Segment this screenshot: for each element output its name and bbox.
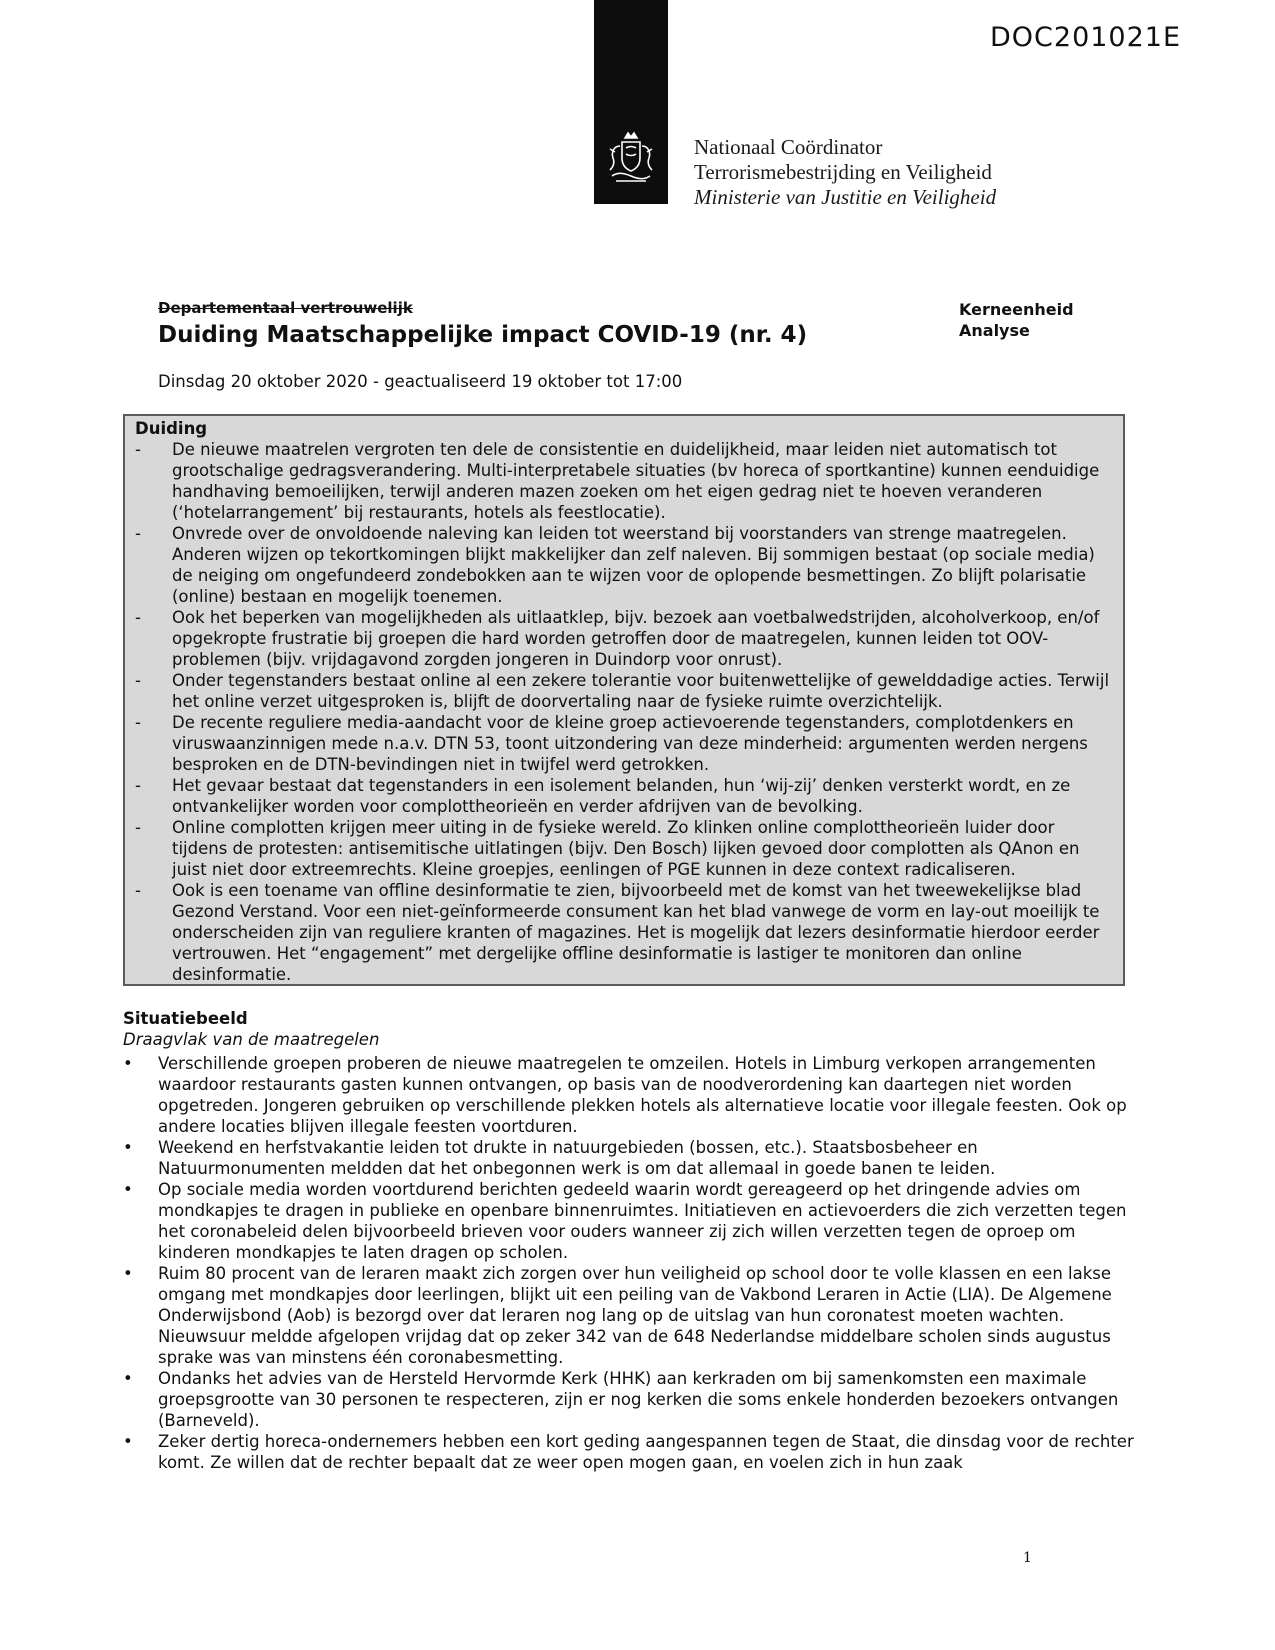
situatiebeeld-list [123,1053,1138,1473]
list-item-text: Online complotten krijgen meer uiting in de fysieke wereld. Zo klinken online complottheorieën luider door tijdens de protesten: antisemitische uitlatingen (bijv. Den Bosch) lijken gevoed door complotten als QAnon en juist niet door extreemrechts. Kleine groepjes, eenlingen of PGE kunnen in deze context radicaliseren. [172,818,1080,879]
list-item-text: De recente reguliere media-aandacht voor de kleine groep actievoerende tegenstanders, complotdenkers en viruswaanzinnigen mede n.a.v. DTN 53, toont uitzondering van deze minderheid: argumenten werden nergens besproken en de DTN-bevindingen niet in twijfel werd getrokken. [172,713,1088,774]
unit-line-1: Kerneenheid [959,300,1074,319]
logo-bar [594,0,668,204]
list-item-text: Verschillende groepen proberen de nieuwe maatregelen te omzeilen. Hotels in Limburg verkopen arrangementen waardoor restaurants gasten kunnen ontvangen, op basis van de noodverordening kan daartegen niet worden opgetreden. Jongeren gebruiken op verschillende plekken hotels als alternatieve locatie voor illegale feesten. Ook op andere locaties blijven illegale feesten voortduren. [158,1054,1127,1136]
org-line-1: Nationaal Coördinator [694,135,883,159]
org-line-2: Terrorismebestrijding en Veiligheid [694,160,992,184]
bullet-marker: • [123,1432,133,1451]
list-item-text: Ook het beperken van mogelijkheden als uitlaatklep, bijv. bezoek aan voetbalwedstrijden, alcoholverkoop, en/of opgekropte frustratie bij groepen die hard worden getroffen door de maatregelen, kunnen leiden tot OOV-problemen (bijv. vrijdagavond zorgden jongeren in Duindorp voor onrust). [172,608,1100,669]
list-item-text: Het gevaar bestaat dat tegenstanders in een isolement belanden, hun ‘wij-zij’ denken versterkt wordt, en ze ontvankelijker worden voor complottheorieën en verder afdrijven van de bevolking. [172,776,1071,816]
coat-of-arms-icon [606,130,656,186]
list-item [123,1053,1138,1137]
list-item [135,775,1113,817]
list-item-text: Onvrede over de onvoldoende naleving kan leiden tot weerstand bij voorstanders van strenge maatregelen. Anderen wijzen op tekortkomingen blijkt makkelijker dan zelf naleven. Bij sommigen bestaat (op sociale media) de neiging om ongefundeerd zondebokken aan te wijzen voor de oplopende besmettingen. Zo blijft polarisatie (online) bestaan en mogelijk toenemen. [172,524,1095,606]
list-item-text: Ondanks het advies van de Hersteld Hervormde Kerk (HHK) aan kerkraden om bij samenkomsten een maximale groepsgrootte van 30 personen te respecteren, zijn er nog kerken die soms enkele honderden bezoekers ontvangen (Barneveld). [158,1369,1119,1430]
unit-label [959,299,1119,341]
classification-label: Departementaal vertrouwelijk [158,299,413,317]
list-item [135,607,1113,670]
list-item [135,712,1113,775]
list-item-text: Weekend en herfstvakantie leiden tot drukte in natuurgebieden (bossen, etc.). Staatsbosbeheer en Natuurmonumenten meldden dat het onbegonnen werk is om dat allemaal in goede banen te leiden. [158,1138,996,1178]
dash-marker: - [135,671,141,690]
document-title: Duiding Maatschappelijke impact COVID-19 (nr. 4) [158,322,808,348]
dash-marker: - [135,881,141,900]
unit-line-2: Analyse [959,321,1030,340]
organisation-name [694,135,996,210]
dash-marker: - [135,818,141,837]
duiding-list [135,439,1113,985]
page-number: 1 [1023,1550,1032,1566]
date-line: Dinsdag 20 oktober 2020 - geactualiseerd 19 oktober tot 17:00 [158,372,683,391]
list-item [123,1368,1138,1431]
list-item-text: De nieuwe maatrelen vergroten ten dele de consistentie en duidelijkheid, maar leiden niet automatisch tot grootschalige gedragsverandering. Multi-interpretabele situaties (bv horeca of sportkantine) kunnen eenduidige handhaving bemoeilijken, terwijl anderen mazen zoeken om het eigen gedrag niet te hoeven veranderen (‘hotelarrangement’ bij restaurants, hotels als feestlocatie). [172,440,1100,522]
bullet-marker: • [123,1369,133,1388]
list-item-text: Ook is een toename van offline desinformatie te zien, bijvoorbeeld met de komst van het tweewekelijkse blad Gezond Verstand. Voor een niet-geïnformeerde consument kan het blad vanwege de vorm en lay-out moeilijk te onderscheiden zijn van reguliere kranten of magazines. Het is mogelijk dat lezers desinformatie hierdoor eerder vertrouwen. Het “engagement” met dergelijke offline desinformatie is lastiger te monitoren dan online desinformatie. [172,881,1100,984]
bullet-marker: • [123,1138,133,1157]
list-item-text: Onder tegenstanders bestaat online al een zekere tolerantie voor buitenwettelijke of gewelddadige acties. Terwijl het online verzet uitgesproken is, blijft de doorvertaling naar de fysieke ruimte overzichtelijk. [172,671,1110,711]
situatiebeeld-title: Situatiebeeld [123,1009,248,1028]
list-item [135,439,1113,523]
list-item-text: Op sociale media worden voortdurend berichten gedeeld waarin wordt gereageerd op het dringende advies om mondkapjes te dragen in publieke en openbare binnenruimtes. Initiatieven en actievoerders die zich verzetten tegen het coronabeleid delen bijvoorbeeld brieven voor ouders wanneer zij zich willen verzetten tegen de oproep om kinderen mondkapjes te laten dragen op scholen. [158,1180,1127,1262]
document-id: DOC201021E [990,22,1182,53]
bullet-marker: • [123,1180,133,1199]
list-item-text: Zeker dertig horeca-ondernemers hebben een kort geding aangespannen tegen de Staat, die dinsdag voor de rechter komt. Ze willen dat de rechter bepaalt dat ze weer open mogen gaan, en voelen zich in hun zaak [158,1432,1134,1472]
situatiebeeld-subtitle: Draagvlak van de maatregelen [123,1030,380,1049]
list-item [135,523,1113,607]
list-item [135,817,1113,880]
list-item-text: Ruim 80 procent van de leraren maakt zich zorgen over hun veiligheid op school door te volle klassen en een lakse omgang met mondkapjes door leerlingen, blijkt uit een peiling van de Vakbond Leraren in Actie (LIA). De Algemene Onderwijsbond (Aob) is bezorgd over dat leraren nog lang op de uitslag van hun coronatest moeten wachten. Nieuwsuur meldde afgelopen vrijdag dat op zeker 342 van de 648 Nederlandse middelbare scholen sinds augustus sprake was van minstens één coronabesmetting. [158,1264,1112,1367]
duiding-box [123,414,1125,986]
list-item [135,670,1113,712]
bullet-marker: • [123,1054,133,1073]
list-item [123,1179,1138,1263]
list-item [123,1263,1138,1368]
dash-marker: - [135,524,141,543]
bullet-marker: • [123,1264,133,1283]
dash-marker: - [135,608,141,627]
dash-marker: - [135,440,141,459]
list-item [123,1137,1138,1179]
dash-marker: - [135,713,141,732]
duiding-title: Duiding [135,419,208,438]
list-item [123,1431,1138,1473]
list-item [135,880,1113,985]
dash-marker: - [135,776,141,795]
org-line-3: Ministerie van Justitie en Veiligheid [694,185,997,209]
